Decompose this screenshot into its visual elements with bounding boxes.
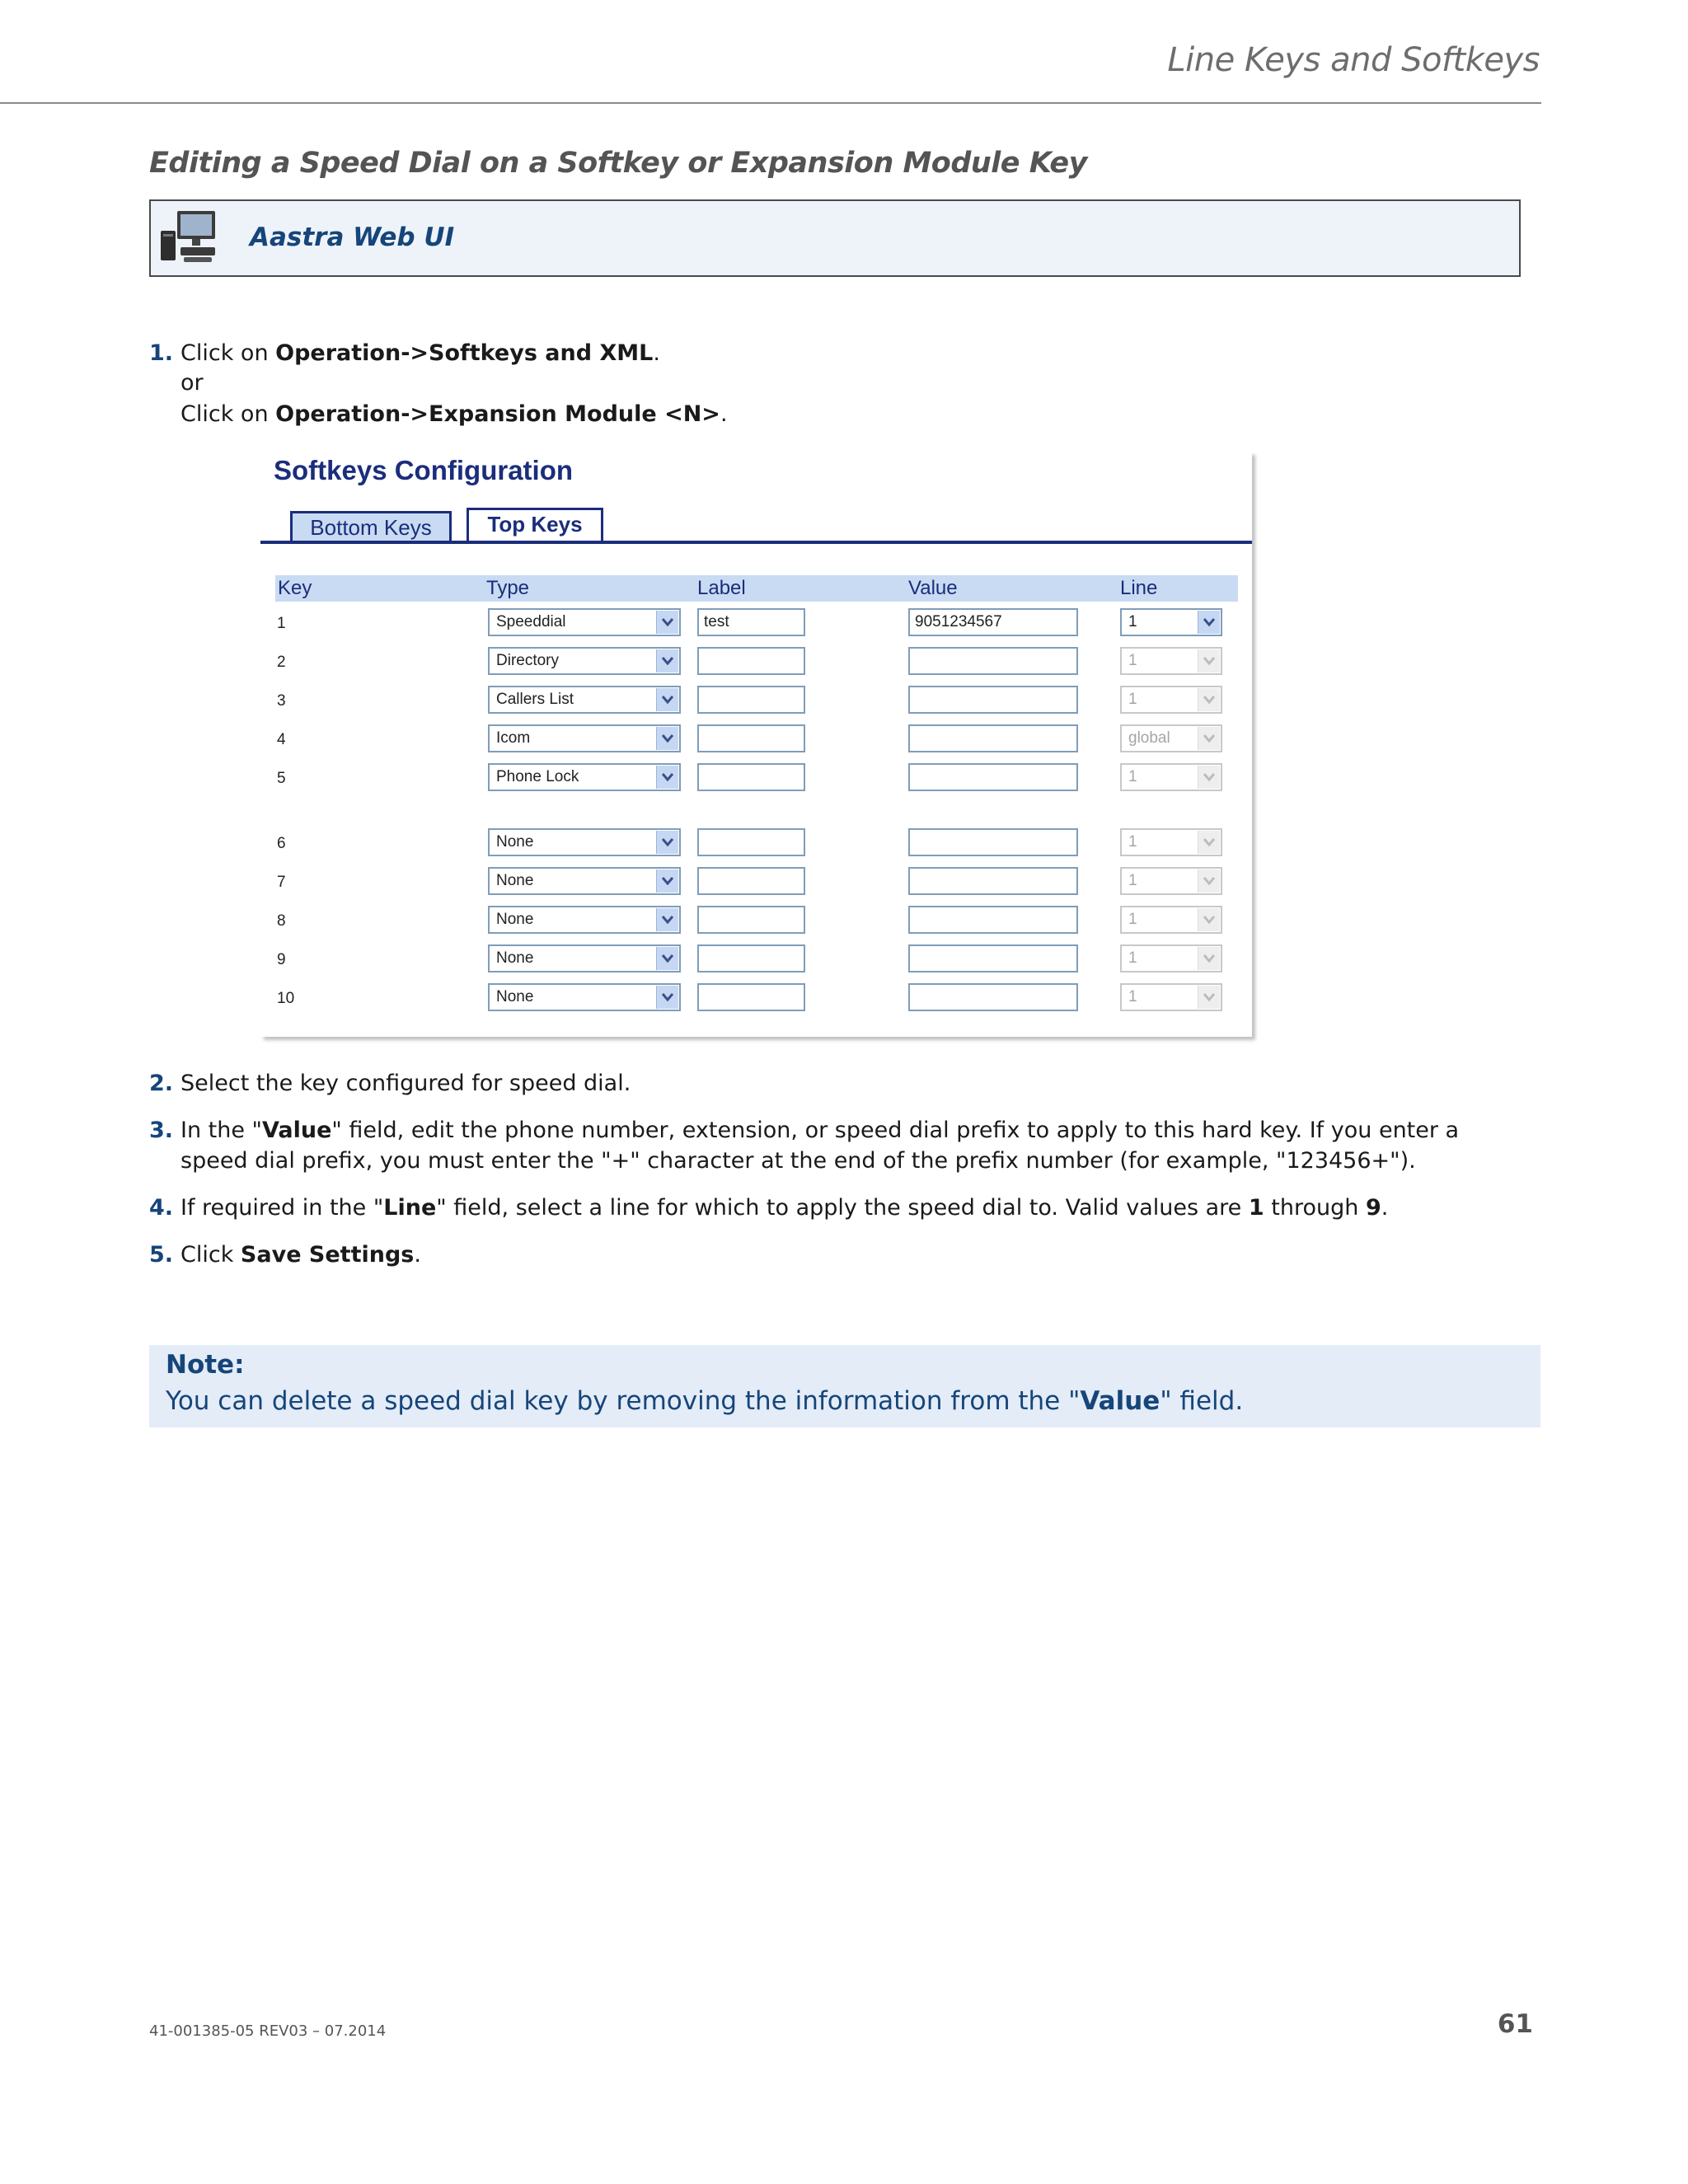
chevron-down-icon[interactable] [656, 649, 678, 673]
line-select[interactable] [1120, 686, 1222, 714]
type-select-value: Icom [496, 729, 531, 747]
line-select[interactable] [1120, 647, 1222, 675]
note-text: You can delete a speed dial key by removing the information from the "Value" field. [166, 1386, 1244, 1416]
value-input[interactable] [908, 983, 1078, 1011]
label-input[interactable] [697, 724, 805, 752]
computer-icon [159, 209, 222, 267]
chevron-down-icon[interactable] [1198, 908, 1220, 931]
type-select-value: Callers List [496, 691, 574, 708]
label-input-value: test [704, 613, 729, 630]
type-select[interactable] [488, 906, 681, 934]
label-input[interactable] [697, 983, 805, 1011]
page-header [0, 0, 1541, 104]
line-select-value: 1 [1128, 911, 1137, 928]
column-header-key: Key [278, 577, 312, 599]
step-number: 1. [149, 340, 174, 366]
chevron-down-icon[interactable] [656, 869, 678, 893]
column-header-label: Label [697, 577, 746, 599]
line-select-value: 1 [1128, 652, 1137, 669]
line-select[interactable] [1120, 828, 1222, 856]
line-select-value: 1 [1128, 833, 1137, 851]
chevron-down-icon[interactable] [1198, 649, 1220, 673]
step-text: Select the key configured for speed dial. [181, 1071, 631, 1096]
column-header-bar [275, 575, 1238, 602]
softkeys-configuration-screenshot [260, 452, 1252, 1037]
key-number: 5 [277, 770, 286, 787]
step-text: Click Save Settings. [181, 1242, 421, 1268]
label-input[interactable] [697, 686, 805, 714]
table-row [260, 645, 1252, 682]
line-select[interactable] [1120, 906, 1222, 934]
chevron-down-icon[interactable] [656, 831, 678, 854]
chevron-down-icon[interactable] [1198, 869, 1220, 893]
key-number: 8 [277, 912, 286, 930]
line-select-value: 1 [1128, 613, 1137, 630]
chevron-down-icon[interactable] [656, 688, 678, 711]
column-header-line: Line [1120, 577, 1158, 599]
step-text: Click on Operation->Softkeys and XML. [181, 340, 660, 366]
step-number: 3. [149, 1118, 174, 1143]
key-number: 10 [277, 990, 295, 1007]
type-select[interactable] [488, 647, 681, 675]
chevron-down-icon[interactable] [1198, 831, 1220, 854]
type-select-value: None [496, 949, 534, 967]
chevron-down-icon[interactable] [1198, 727, 1220, 750]
type-select[interactable] [488, 724, 681, 752]
step-text-line-2: speed dial prefix, you must enter the "+" character at the end of the prefix number (for example, "123456+"). [181, 1148, 1416, 1174]
line-select-value: 1 [1128, 691, 1137, 708]
chevron-down-icon[interactable] [656, 766, 678, 789]
chevron-down-icon[interactable] [656, 986, 678, 1009]
document-code: 41-001385-05 REV03 – 07.2014 [149, 2022, 387, 2040]
table-row [260, 982, 1252, 1018]
header-title: Line Keys and Softkeys [1167, 41, 1540, 79]
chevron-down-icon[interactable] [1198, 947, 1220, 970]
softkeys-configuration-title: Softkeys Configuration [274, 455, 574, 485]
label-input[interactable] [697, 828, 805, 856]
column-header-value: Value [908, 577, 958, 599]
type-select[interactable] [488, 983, 681, 1011]
label-input[interactable] [697, 608, 805, 636]
line-select-value: 1 [1128, 988, 1137, 1005]
aastra-web-ui-label: Aastra Web UI [250, 223, 455, 252]
line-select[interactable] [1120, 763, 1222, 791]
chevron-down-icon[interactable] [1198, 688, 1220, 711]
key-number: 1 [277, 615, 286, 632]
type-select-value: None [496, 988, 534, 1005]
step-text: In the "Value" field, edit the phone number, extension, or speed dial prefix to apply to this hard key. If you enter a [181, 1118, 1460, 1143]
page-number: 61 [1497, 2009, 1533, 2039]
line-select-value: global [1128, 729, 1170, 747]
aastra-web-ui-box [149, 199, 1521, 277]
value-input[interactable] [908, 828, 1078, 856]
value-input[interactable] [908, 906, 1078, 934]
step-text: If required in the "Line" field, select a line for which to apply the speed dial to. Valid values are 1 through 9. [181, 1195, 1389, 1221]
column-header-type: Type [486, 577, 530, 599]
step-number: 5. [149, 1242, 174, 1268]
line-select-value: 1 [1128, 872, 1137, 889]
table-row [260, 827, 1252, 863]
value-input[interactable] [908, 724, 1078, 752]
chevron-down-icon[interactable] [1198, 766, 1220, 789]
table-row [260, 762, 1252, 798]
table-row [260, 684, 1252, 720]
key-number: 7 [277, 874, 286, 891]
value-input[interactable] [908, 867, 1078, 895]
table-row [260, 904, 1252, 940]
label-input[interactable] [697, 647, 805, 675]
table-row [260, 607, 1252, 643]
type-select[interactable] [488, 944, 681, 972]
label-input[interactable] [697, 763, 805, 791]
line-select[interactable] [1120, 983, 1222, 1011]
type-select-value: Phone Lock [496, 768, 579, 785]
label-input[interactable] [697, 944, 805, 972]
tab-top-keys[interactable]: Top Keys [467, 508, 603, 544]
line-select[interactable] [1120, 944, 1222, 972]
type-select[interactable] [488, 867, 681, 895]
key-number: 6 [277, 835, 286, 852]
step-number: 4. [149, 1195, 174, 1221]
chevron-down-icon[interactable] [656, 908, 678, 931]
chevron-down-icon[interactable] [656, 727, 678, 750]
note-box [149, 1345, 1540, 1427]
value-input[interactable] [908, 608, 1078, 636]
table-row [260, 943, 1252, 979]
value-input-value: 9051234567 [915, 613, 1002, 630]
value-input[interactable] [908, 647, 1078, 675]
note-title: Note: [166, 1350, 245, 1380]
line-select[interactable] [1120, 608, 1222, 636]
chevron-down-icon[interactable] [1198, 611, 1220, 634]
value-input[interactable] [908, 686, 1078, 714]
type-select[interactable] [488, 763, 681, 791]
type-select[interactable] [488, 828, 681, 856]
line-select[interactable] [1120, 724, 1222, 752]
table-row [260, 865, 1252, 902]
table-row [260, 723, 1252, 759]
step-number: 2. [149, 1071, 174, 1096]
type-select-value: Directory [496, 652, 560, 669]
type-select-value: Speeddial [496, 613, 566, 630]
type-select-value: None [496, 911, 534, 928]
type-select-value: None [496, 833, 534, 851]
chevron-down-icon[interactable] [1198, 986, 1220, 1009]
line-select[interactable] [1120, 867, 1222, 895]
key-number: 9 [277, 951, 286, 968]
tab-bottom-keys[interactable]: Bottom Keys [290, 511, 452, 541]
chevron-down-icon[interactable] [656, 611, 678, 634]
step-text: Click on Operation->Expansion Module <N>. [181, 401, 728, 427]
label-input[interactable] [697, 906, 805, 934]
section-heading: Editing a Speed Dial on a Softkey or Expansion Module Key [149, 147, 1087, 180]
step-text-or: or [181, 370, 204, 396]
key-number: 3 [277, 692, 286, 710]
type-select-value: None [496, 872, 534, 889]
label-input[interactable] [697, 867, 805, 895]
type-select[interactable] [488, 686, 681, 714]
line-select-value: 1 [1128, 949, 1137, 967]
value-input[interactable] [908, 944, 1078, 972]
key-number: 2 [277, 654, 286, 671]
chevron-down-icon[interactable] [656, 947, 678, 970]
line-select-value: 1 [1128, 768, 1137, 785]
type-select[interactable] [488, 608, 681, 636]
key-number: 4 [277, 731, 286, 748]
value-input[interactable] [908, 763, 1078, 791]
tab-underline [260, 541, 1252, 544]
